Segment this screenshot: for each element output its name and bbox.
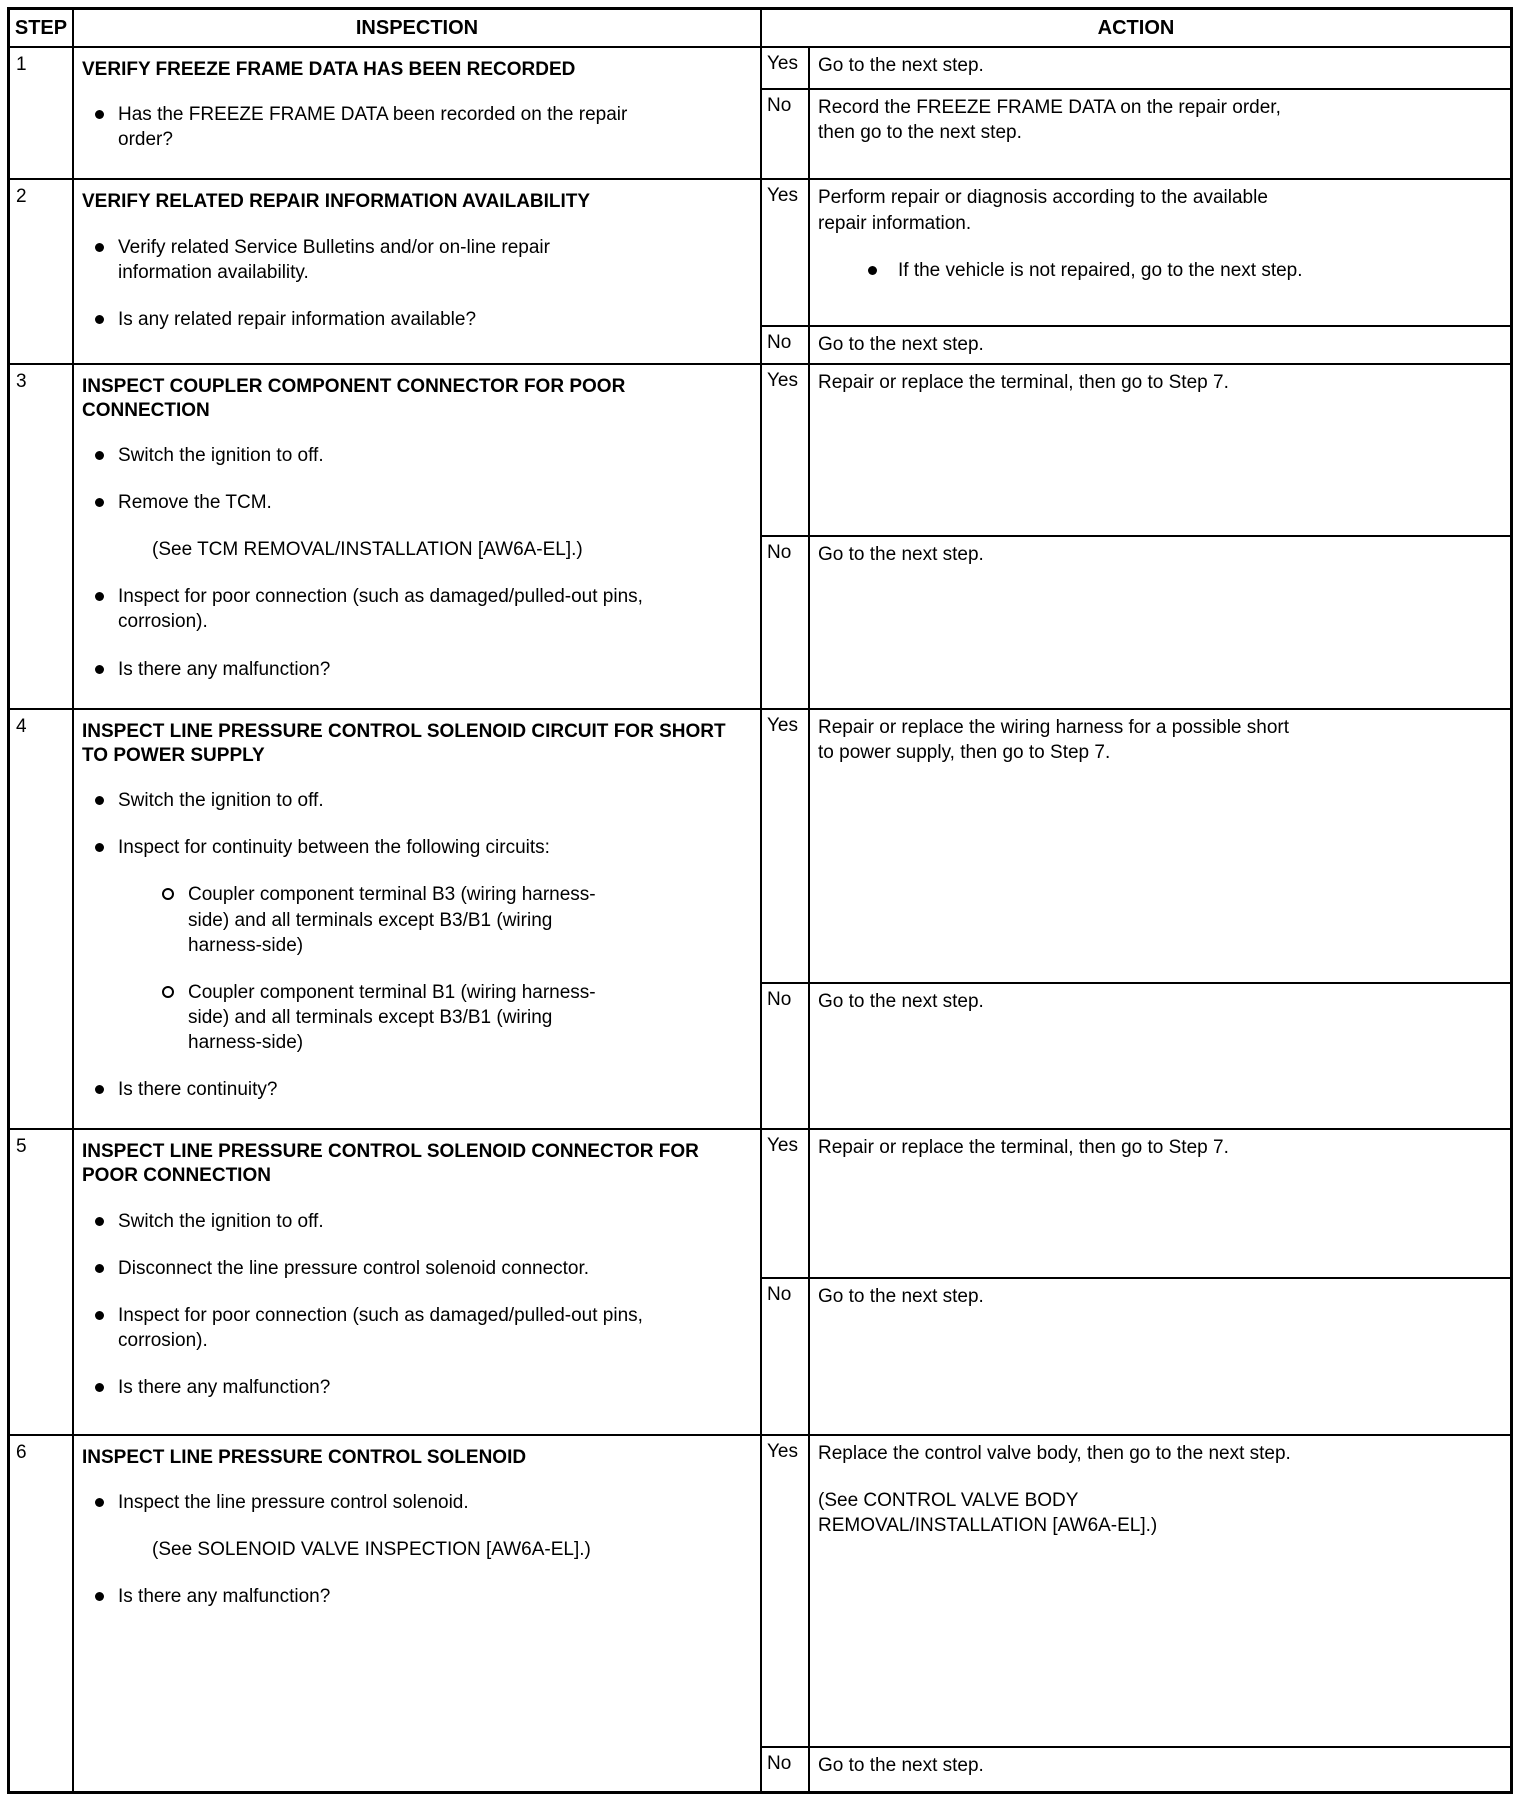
step-number-cell: 2	[10, 180, 74, 362]
action-text-block: Replace the control valve body, then go to the next step.	[818, 1442, 1291, 1464]
action-text-block: Go to the next step.	[818, 55, 984, 76]
no-label: No	[762, 327, 810, 362]
step-number-cell: 3	[10, 365, 74, 708]
inspection-cell	[74, 1436, 762, 1791]
action-no-row	[762, 325, 1510, 362]
action-bullet-item: If the vehicle is not repaired, go to the next step.	[818, 258, 1368, 283]
action-yes-row	[762, 1130, 1510, 1277]
bullet-item: Remove the TCM.	[82, 490, 648, 515]
action-text-block: Record the FREEZE FRAME DATA on the repair order, then go to the next step.	[818, 97, 1281, 144]
yes-label: Yes	[762, 48, 810, 88]
inspection-title: VERIFY FREEZE FRAME DATA HAS BEEN RECORDED	[82, 59, 576, 80]
action-column	[762, 365, 1510, 708]
no-label: No	[762, 984, 810, 1128]
step-column-header: STEP	[10, 10, 74, 46]
action-text-cell	[810, 48, 1510, 88]
no-label: No	[762, 90, 810, 178]
action-column	[762, 710, 1510, 1128]
bullet-item: Verify related Service Bulletins and/or on-line repair information availability.	[82, 235, 648, 285]
bullet-item: Is there any malfunction?	[82, 1584, 648, 1609]
action-text-cell	[810, 365, 1510, 535]
sub-bullet-item: Coupler component terminal B3 (wiring harness-side) and all terminals except B3/B1 (wiring harness-side)	[82, 882, 628, 957]
action-column	[762, 48, 1510, 178]
action-text-cell	[810, 180, 1510, 325]
reference-note: (See TCM REMOVAL/INSTALLATION [AW6A-EL].)	[152, 539, 583, 561]
action-text-cell	[810, 537, 1510, 708]
inspection-title: INSPECT LINE PRESSURE CONTROL SOLENOID CONNECTOR FOR POOR CONNECTION	[82, 1140, 699, 1187]
bullet-item: Is there any malfunction?	[82, 657, 648, 682]
troubleshooting-table	[7, 7, 1513, 1794]
no-label: No	[762, 1279, 810, 1434]
step-number-cell: 6	[10, 1436, 74, 1791]
action-text-cell	[810, 1130, 1510, 1277]
table-row	[10, 708, 1510, 1128]
action-text-block: Go to the next step.	[818, 1285, 984, 1307]
action-yes-row	[762, 1436, 1510, 1746]
action-text-block: Go to the next step.	[818, 1754, 984, 1776]
action-yes-row	[762, 710, 1510, 982]
bullet-item: Inspect for poor connection (such as damaged/pulled-out pins, corrosion).	[82, 1303, 648, 1353]
action-text-cell	[810, 1279, 1510, 1434]
step-number-cell: 1	[10, 48, 74, 178]
action-text-cell	[810, 710, 1510, 982]
action-no-row	[762, 982, 1510, 1128]
inspection-column-header: INSPECTION	[74, 10, 762, 46]
action-text-cell	[810, 1436, 1510, 1746]
action-column	[762, 180, 1510, 362]
inspection-cell	[74, 710, 762, 1128]
reference-note: (See SOLENOID VALVE INSPECTION [AW6A-EL].)	[152, 1539, 591, 1561]
bullet-item: Has the FREEZE FRAME DATA been recorded on the repair order?	[82, 102, 648, 152]
yes-label: Yes	[762, 710, 810, 982]
step-number-cell: 5	[10, 1130, 74, 1434]
bullet-item: Disconnect the line pressure control solenoid connector.	[82, 1256, 648, 1281]
action-text-block: Go to the next step.	[818, 334, 984, 356]
action-no-row	[762, 535, 1510, 708]
action-column-header: ACTION	[1097, 16, 1175, 39]
inspection-cell	[74, 48, 762, 178]
action-column	[762, 1436, 1510, 1791]
action-no-row	[762, 1277, 1510, 1434]
table-row	[10, 363, 1510, 708]
action-column	[762, 1130, 1510, 1434]
action-text-cell	[810, 90, 1510, 178]
bullet-item: Is there any malfunction?	[82, 1375, 648, 1400]
action-text-block: (See CONTROL VALVE BODY REMOVAL/INSTALLATION [AW6A-EL].)	[818, 1490, 1158, 1537]
step-number-cell: 4	[10, 710, 74, 1128]
inspection-title: INSPECT LINE PRESSURE CONTROL SOLENOID	[82, 1446, 527, 1468]
table-row	[10, 178, 1510, 362]
action-text-cell	[810, 327, 1510, 362]
action-text-cell	[810, 984, 1510, 1128]
table-header-row	[10, 10, 1510, 46]
inspection-title: INSPECT LINE PRESSURE CONTROL SOLENOID CIRCUIT FOR SHORT TO POWER SUPPLY	[82, 720, 726, 766]
bullet-item: Is there continuity?	[82, 1077, 648, 1102]
bullet-item: Inspect for continuity between the following circuits:	[82, 835, 648, 860]
action-text-block: Go to the next step.	[818, 543, 984, 565]
bullet-item: Inspect for poor connection (such as damaged/pulled-out pins, corrosion).	[82, 584, 648, 634]
table-row	[10, 1434, 1510, 1791]
action-text-block: Perform repair or diagnosis according to the available repair information.	[818, 187, 1268, 234]
action-text-cell	[810, 1748, 1510, 1791]
action-text-block: Repair or replace the terminal, then go to Step 7.	[818, 371, 1229, 393]
action-no-row	[762, 88, 1510, 178]
no-label: No	[762, 537, 810, 708]
table-row	[10, 1128, 1510, 1434]
action-text-block: Repair or replace the terminal, then go to Step 7.	[818, 1136, 1229, 1158]
yes-label: Yes	[762, 180, 810, 325]
sub-bullet-item: Coupler component terminal B1 (wiring harness-side) and all terminals except B3/B1 (wiring harness-side)	[82, 980, 628, 1055]
bullet-item: Switch the ignition to off.	[82, 443, 648, 468]
bullet-item: Switch the ignition to off.	[82, 788, 648, 813]
action-yes-row	[762, 365, 1510, 535]
no-label: No	[762, 1748, 810, 1791]
action-text-block: Repair or replace the wiring harness for a possible short to power supply, then go to Step 7.	[818, 716, 1290, 763]
yes-label: Yes	[762, 1436, 810, 1746]
inspection-cell	[74, 1130, 762, 1434]
action-no-row	[762, 1746, 1510, 1791]
action-yes-row	[762, 48, 1510, 88]
action-yes-row	[762, 180, 1510, 325]
action-text-block: Go to the next step.	[818, 990, 984, 1012]
inspection-cell	[74, 180, 762, 362]
table-row	[10, 46, 1510, 178]
inspection-title: VERIFY RELATED REPAIR INFORMATION AVAILABILITY	[82, 191, 591, 213]
yes-label: Yes	[762, 365, 810, 535]
yes-label: Yes	[762, 1130, 810, 1277]
table-body	[10, 46, 1510, 1791]
bullet-item: Is any related repair information available?	[82, 307, 648, 332]
inspection-cell	[74, 365, 762, 708]
inspection-title: INSPECT COUPLER COMPONENT CONNECTOR FOR POOR CONNECTION	[82, 375, 626, 421]
bullet-item: Switch the ignition to off.	[82, 1209, 648, 1234]
bullet-item: Inspect the line pressure control solenoid.	[82, 1490, 648, 1515]
